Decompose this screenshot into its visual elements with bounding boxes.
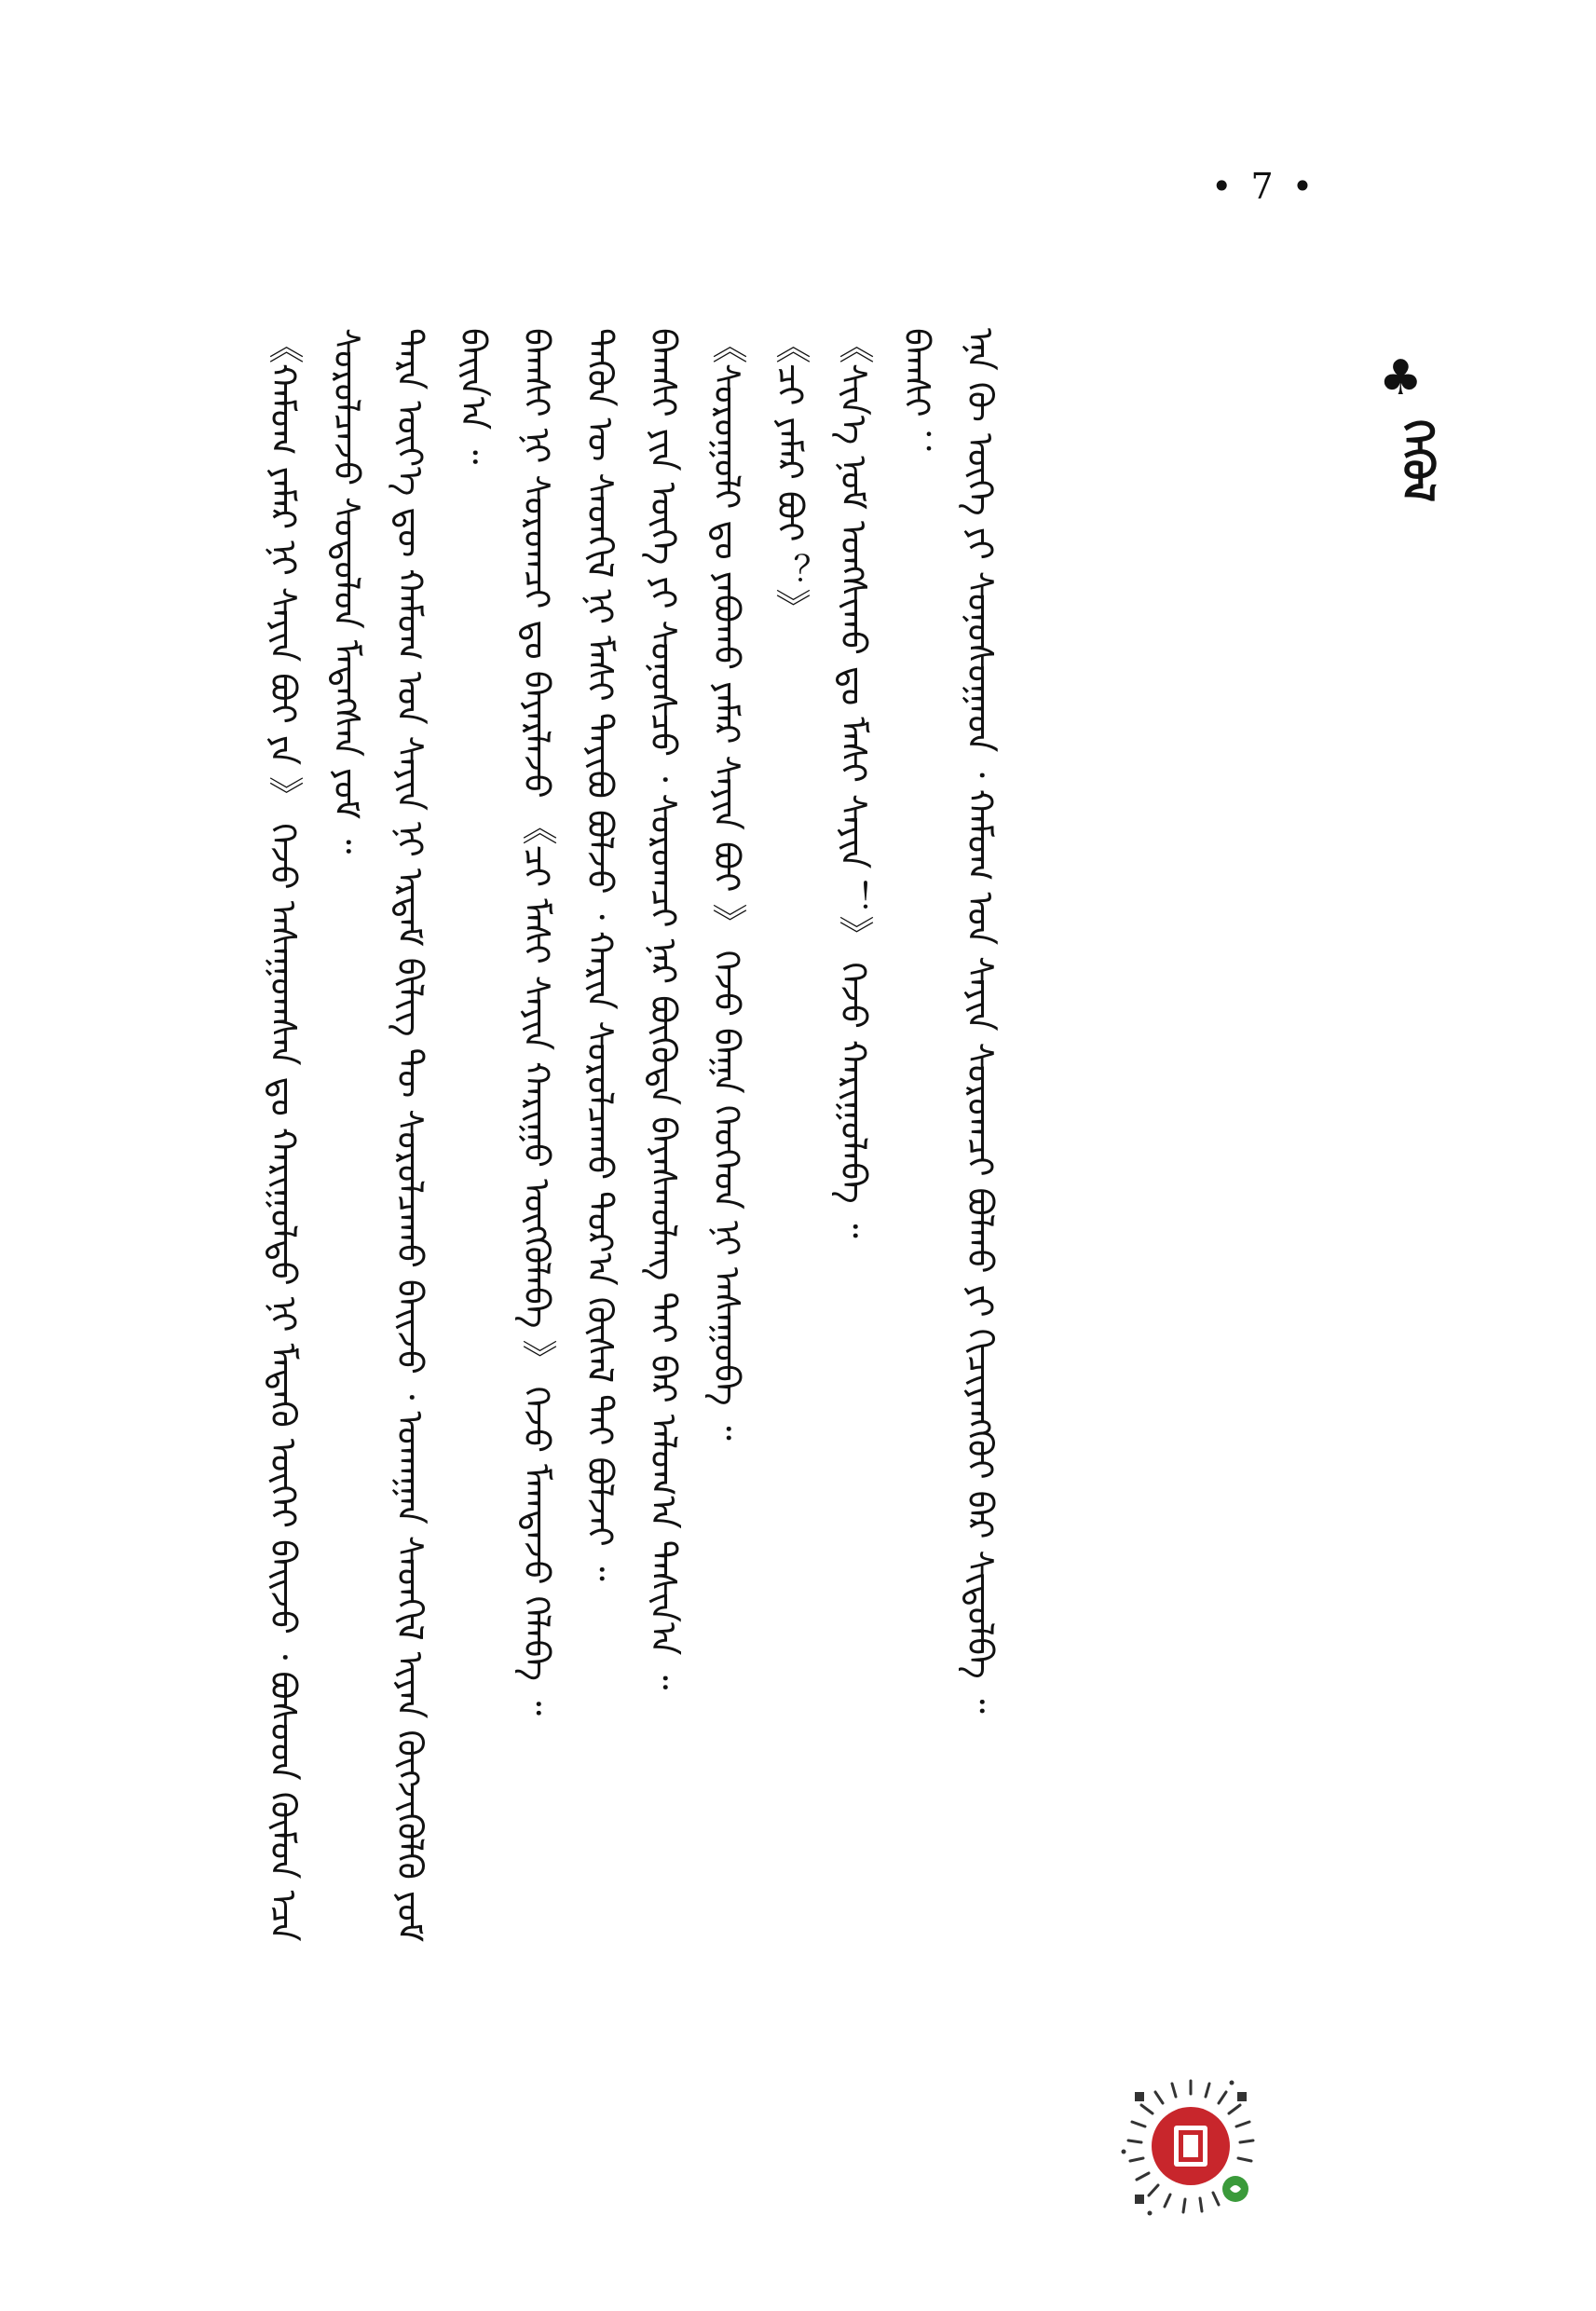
paragraph: ᠲᠡᠷᠡ ᠦᠶ᠎ᠡ ᠳᠦ ᠬᠠᠮᠤᠭ ᠤᠨ ᠰᠠᠶᠢᠨ ᠨᠢ ᠡᠷᠳᠡᠮ ᠪᠢᠯᠢᠭ ᠲᠦ ᠰᠤᠷᠤᠯᠴᠠᠬᠤ ᠪᠠᠢᠵᠤ ᠂ ᠤᠬᠠᠭᠠᠨ ᠰᠡᠳᠭᠢᠯ ᠢᠶᠡᠨ ᠬᠥᠭᠵᠢᠭᠦᠯᠬᠦ ᠶᠤᠮ ᠪᠠᠢᠨ᠎ᠠ ᠃ (389, 328, 494, 1943)
paragraph: ᠲᠡᠭᠦᠨ ᠦ ᠰᠡᠳᠭᠢᠯ ᠨᠢ ᠮᠠᠰᠢ ᠲᠠᠶᠢᠪᠤ ᠪᠤᠯᠵᠤ ᠂ ᠬᠠᠷᠢᠨ ᠰᠤᠷᠤᠯᠴᠠᠬᠤ ᠳᠤᠷ᠎ᠠ ᠬᠦᠰᠡᠯ ᠲᠠᠢ ᠪᠤᠯᠵᠠᠢ ᠃ (580, 328, 621, 1581)
paragraph: ᠪᠠᠭᠰᠢ ᠶᠢᠨ ᠦᠭᠡ ᠶᠢ ᠰᠣᠨᠤᠰᠴᠤ ᠂ ᠰᠤᠷᠤᠭᠴᠢ ᠨᠠᠷ ᠪᠦᠭᠦᠳᠡ ᠪᠠᠶᠠᠰᠬᠤᠯᠠᠩ ᠲᠠᠢ ᠪᠠᠷ ᠠᠯᠤᠭ᠎ᠠ ᠲᠠᠱᠢᠨ᠎ᠠ ᠃ (643, 328, 684, 1690)
club-icon: ♣ (1379, 350, 1423, 406)
body-text (252, 328, 1388, 2043)
running-title-text: ᠬᠡᠭᠦᠯ (1393, 419, 1443, 503)
paragraph: 《ᠰᠤᠷᠤᠭᠤᠯᠢ ᠳᠤ ᠶᠠᠪᠤᠬᠤ ᠶᠠᠮᠠᠷ ᠰᠠᠶᠢᠨ ᠪᠤᠢ 》 ᠭᠡᠵᠦ ᠪᠠᠭᠠ ᠬᠡᠦᠬᠡᠳ ᠨᠢ ᠠᠰᠠᠭᠤᠪᠠ ᠃ (706, 328, 747, 1441)
paragraph: 《ᠰᠢᠨ᠎ᠡ ᠨᠣᠮ ᠣᠩᠰᠢᠬᠤ ᠳᠤ ᠮᠠᠰᠢ ᠰᠠᠶᠢᠨ ！》 ᠭᠡᠵᠦ ᠬᠠᠷᠢᠭᠤᠯᠠᠪᠠ ᠃ (833, 328, 874, 1238)
paragraph: 《ᠬᠠᠮᠤᠭ ᠶᠠᠮᠠᠷ ᠨᠢ ᠰᠠᠶᠢᠨ ᠪᠤᠢ ᠶᠠ 》 ᠭᠡᠵᠦ ᠠᠰᠠᠭᠤᠭᠰᠠᠨ ᠳᠤ ᠬᠠᠷᠢᠭᠤᠯᠳᠤ ᠨᠢ ᠮᠡᠳᠡᠬᠦ ᠦᠭᠡᠢ ᠪᠠᠢᠵᠤ ᠂ ᠪᠤᠰᠤᠳ ᠬᠦᠮᠦᠨ ᠡᠴᠡ ᠰᠤᠷᠤᠯᠴᠠᠵᠤ ᠰᠤᠳᠤᠯᠤᠨ ᠮᠡᠳᠡᠭᠰᠡᠨ ᠶᠤᠮ ᠃ (263, 328, 367, 1942)
qr-code-badge[interactable] (1116, 2073, 1265, 2222)
paragraph: 《ᠴᠢ ᠶᠠᠮᠠᠷ ᠪᠤᠢ ？》 (770, 328, 811, 624)
paragraph: ᠪᠠᠭᠰᠢ ： (896, 328, 937, 464)
paragraph: ᠡᠨᠡ ᠬᠦ ᠦᠭᠡ ᠶᠢ ᠰᠣᠨᠤᠰᠤᠭᠠᠳ ᠂ ᠬᠠᠮᠤᠭ ᠤᠨ ᠰᠠᠶᠢᠨ ᠰᠤᠷᠤᠭᠴᠢ ᠪᠤᠯᠬᠤ ᠶᠢ ᠬᠢᠴᠢᠶᠡᠩᠭᠦᠢ ᠪᠠᠷ ᠰᠢᠳᠤᠯᠪᠡ ᠃ (960, 328, 1001, 1714)
paragraph: ᠪᠠᠭᠰᠢ ᠨᠢ ᠰᠤᠷᠤᠭᠴᠢ ᠳᠤ ᠪᠠᠶᠠᠷᠯᠠᠵᠤ 《ᠴᠢ ᠮᠠᠰᠢ ᠰᠠᠶᠢᠨ ᠬᠠᠷᠢᠭᠤ ᠥᠭᠭᠦᠯᠡᠪᠡ 》 ᠭᠡᠵᠦ ᠮᠠᠭᠲᠠᠵᠤ ᠬᠡᠯᠡᠪᠡ ᠃ (516, 328, 557, 1716)
qr-code-book-icon (1116, 2073, 1265, 2222)
page-number: • 7 • (1211, 166, 1317, 207)
